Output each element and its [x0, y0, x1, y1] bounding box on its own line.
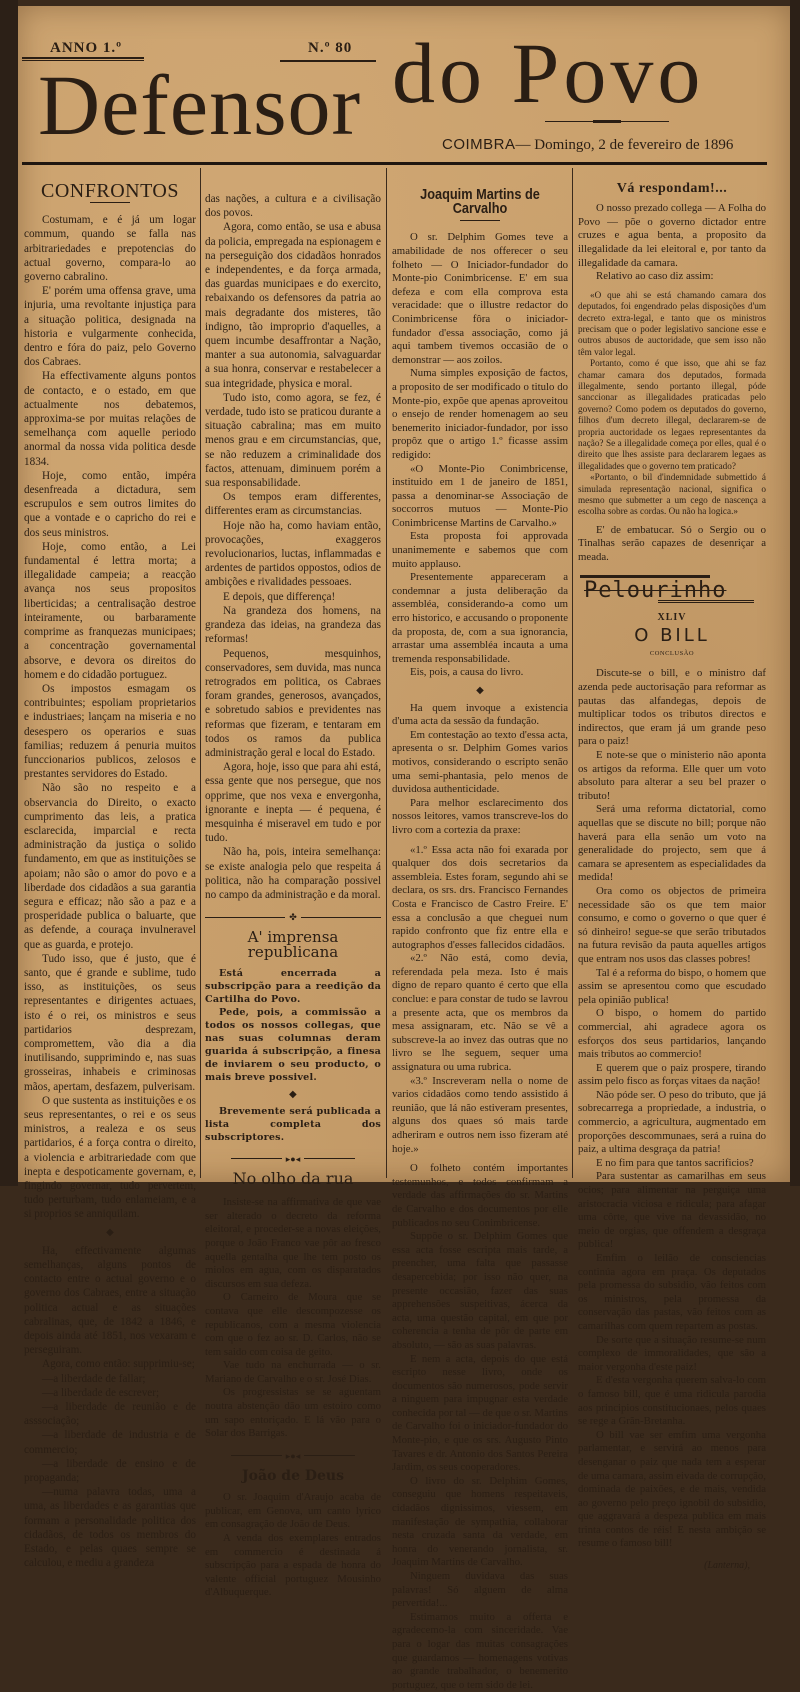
column-3 — [392, 170, 568, 1692]
title-do-povo: do Povo — [392, 25, 705, 121]
paragraph: O sr. Joaquim d'Araujo acaba de publicar, em Genova, um canto lyrico em consagração de João de Deus. — [205, 1491, 381, 1531]
quote: «2.º Não está, como devia, referendada pela meza. Isto é mais digno de reparo quanto é certo que ella conclue: e para constar de tudo se lavrou a presente acta, que os membros da mesa assignaram, etc. Não se vê a subscreve-la ao invez das outras que no livro se lhe seguem, sequer uma assignatura ou uma rubrica. — [392, 952, 568, 1074]
paragraph: Pequenos, mesquinhos, conservadores, sem duvida, mas nunca retrogrados em politica, os Cabraes foram grandes, generosos, avançados, e sobretudo sabios e previdentes nas reformas que fizeram, e tentaram em todos os ramos da publica administração geral e local do Estado. — [205, 647, 381, 759]
headline-imprensa: A' imprensa republicana — [247, 928, 339, 961]
fleuron-icon: ✤ — [289, 912, 297, 923]
series-number: XLIV — [657, 611, 687, 623]
paragraph: O Carneiro de Moura que se contava que elle descompozesse os republicanos, com a mesma violencia com que o fez ao sr. D. Carlos, não se tem saido com coisa de geito. — [205, 1291, 381, 1358]
column-2 — [205, 170, 381, 1600]
paragraph: E' de embatucar. Só o Sergio ou o Tinalhas serão capazes de desenriçar a meada. — [578, 523, 766, 564]
column-1 — [24, 170, 196, 1571]
paragraph: Hoje, como então, a Lei fundamental é lettra morta; a illegalidade campeia; a reacção avança nos seus propositos liberticidas; a centralisação destroe inteiramente, ou barbaramente comprime as franquezas municipaes; a concentração governamental absorve, e devora os direitos do homem e do cidadão portuguez. — [24, 540, 196, 681]
list-item: —a liberdade de ensino e de propaganda; — [24, 1457, 196, 1485]
headline-rule — [460, 220, 500, 221]
list-item: —a liberdade de reunião e de asssociação; — [24, 1401, 196, 1428]
headline-olho-da-rua: No olho da rua — [232, 1168, 354, 1188]
paragraph: E' porém uma offensa grave, uma injuria, uma revoltante injustiça para a situação politica, designada na historia e vulgarmente conhecida, dentro e fóra do paiz, pelo Governo dos Cabraes. — [24, 285, 196, 369]
paragraph: Agora, como então, se usa e abusa da policia, empregada na espionagem e na perseguição dos cidadãos honrados e independentes, e da força armada, das guardas municipaes e do exercito, rebaixando os defensores da patria ao mais degradante dos misteres, tão indigno, tão improprio d'aquelles, a quem incumbe desaffrontar a Nação, manter a sua autonomia, salvaguardar a sua honra, conservar e restabelecer a sua integridade, physica e moral. — [205, 221, 381, 390]
column-4 — [578, 170, 766, 1573]
fleuron-icon: ▸●◂ — [285, 1450, 301, 1461]
headline-va-respondam: Vá respondam!... — [616, 181, 728, 196]
date: — Domingo, 2 de fevereiro de 1896 — [515, 137, 734, 153]
headline-rule — [90, 202, 130, 203]
section-divider — [205, 910, 381, 924]
paragraph: Agora, hoje, isso que para ahi está, essa gente que nos persegue, que nos opprime, que nos vexa e envergonha, ignorante e inepta — é pequena, é mesquinha é miseravel em tudo e por tudo. — [205, 761, 381, 845]
paragraph: Insiste-se na affirmativa de que vae ser alterado o decreto da reforma eleitoral, e proceder-se a novas eleições, porque o João Franco vae pôr ao fresco aquella gentalha que lhe tem posto os miolos em agua, com os disparatados discursos em sua defeza. — [205, 1196, 381, 1290]
paragraph: E d'esta vergonha querem salva-lo com o famoso bill, que é uma ridicula parodia aos principios constitucionaes, pelos quaes se rege a Grãn-Bretanha. — [578, 1374, 766, 1428]
paragraph: Discute-se o bill, e o ministro daf azenda pede auctorisação para reformar as pautas das alfandegas, depois de multiplicar todos os tributos directos e indirectos, que eram já um grande peso para o paiz! — [578, 667, 766, 748]
paragraph: E querem que o paiz prospere, tirando assim pelo fisco as forças vitaes da nação! — [578, 1061, 766, 1088]
paragraph: Relativo ao caso diz assim: — [596, 270, 714, 283]
paragraph: O nosso prezado collega — A Folha do Povo — põe o governo dictador entre cruzes e agua benta, a proposito da illegalidade da lei eleitoral e, por tanto da illegalidade da camara. — [578, 202, 766, 269]
quote: «3.º Inscreveram nella o nome de varios cidadãos como tendo assistido á reunião, que lá não estiveram presentes, alguns dos quaes só mais tarde adheriram e outros nem isso fizeram até hoje.» — [392, 1074, 568, 1155]
quote: «O Monte-Pio Conimbricense, instituido em 1 de janeiro de 1851, passa a denominar-se Associação de soccorros mutuos — Monte-Pio Conimbricense Martins de Carvalho.» — [392, 462, 568, 529]
ornament-icon: ◆ — [476, 685, 484, 696]
paragraph: Eis, pois, a causa do livro. — [410, 666, 524, 679]
page-edge-right — [790, 0, 800, 1186]
article-o-bill — [578, 667, 766, 1551]
year-label: ANNO 1.º — [50, 40, 123, 56]
paragraph: E no fim para que tantos sacrificios? — [596, 1156, 754, 1169]
paragraph: E nem a acta, depois do que está escripto nesse livro, onde os documentos são numerosos, pode servir a ninguem para impugnar esta verdade conhecida por tal — de que o sr. Martins de Carvalho foi o iniciador-fundador do Monte-pio, e que os srs. Augusto Pinto Tavares e dr. Antonio dos Santos Pereira Jardim, os seus cooperadores. — [392, 1352, 569, 1474]
paragraph: Estimamos muito a offerta e agradecemo-la com sinceridade. Vae para o logar das muitas consagrações que guardamos — homenagens votivas ao grande trabalhador, o benemerito portuguez, que o tem sido de lei. — [392, 1610, 568, 1691]
paragraph: O folheto contém importantes testemunhos, e todos confirmam a verdade das affirmações do sr. Martins de Carvalho e dos documentos por elle publicados no seu Conimbricense. — [392, 1162, 568, 1229]
paragraph: Ora como os objectos de primeira necessidade são os que tem maior consumo, e como o governo o que quer é só dinheiro! segue-se que serão tributados na futura revisão da pauta aquelles artigos que entram nos usos das classes pobres! — [578, 884, 766, 965]
paragraph: O bispo, o homem do partido commercial, ahi agradece agora os esforços dos seus partidarios, lançando mais tributos ao commercio! — [578, 1007, 766, 1061]
paragraph: Tal é a reforma do bispo, o homem que assim se apresentou como que escudado pela opinião publica! — [578, 966, 766, 1006]
ornament-icon: ◆ — [289, 1088, 297, 1100]
paragraph: Hoje não ha, como haviam então, provocações, exaggeros revolucionarios, luctas, inflammadas e ardentes de partidos oppostos, odios de ambições e rivalidades pessoaes. — [205, 519, 381, 589]
paragraph: Não póde ser. O peso do tributo, que já sobrecarrega a propriedade, a industria, o commercio, a agricultura, augmentado em proporções descommunaes, será a ruina do paiz, a ultima desgraça da patria! — [578, 1088, 766, 1156]
paragraph: Emfim o leilão de consciencias continúa agora em praça. Os deputados pela promessa do subsidio, vão feitos com os ministros, pela promessa da conservação das pastas, vão feitos com as camarilhas com quem repartem as postas. — [578, 1252, 766, 1332]
headline-o-bill: O BILL — [634, 625, 710, 647]
signature: (Lanterna), — [704, 1560, 750, 1572]
column-rule — [200, 168, 201, 1178]
list-item: —a liberdade de fallar; — [42, 1372, 146, 1385]
paragraph: Para sustentar as camarilhas em seus ocios; para alimentar na perguiça uma aristocracia viciosa e ridicula; para afagar uma côrte, que vive na devassidão, no meio de orgias, que offendem a desgraça publica! — [578, 1170, 766, 1251]
quote-block — [578, 290, 766, 518]
article-joao-de-deus — [205, 1491, 381, 1600]
column-rule — [386, 168, 387, 1178]
paragraph: A venda dos exemplares entrados em commercio é destinada á subscripção para a espada de honra do valente official portuguez Mousinho d'Albuquerque. — [205, 1532, 381, 1599]
paragraph: Ninguem duvidava das suas palavras! Só alguem de alma pervertida!... — [392, 1570, 568, 1610]
paragraph: Tudo isto, como agora, se fez, é verdade, tudo isto se praticou durante a situação cabralina; mas em muito menos grau e em circumstancias, que, se não reduzem a criminalidade dos factos, attenuam, diminuem porém a sua responsabilidade. — [205, 391, 381, 490]
paragraph: Para melhor esclarecimento dos nossos leitores, vamos transcreve-los do livro com a cortezia da praxe: — [392, 796, 568, 836]
section-divider — [205, 1152, 381, 1166]
paragraph: Costumam, e é já um logar commum, quando se falla nas arbitrariedades e prepotencias do actual governo, compara-lo ao governo cabralino. — [24, 214, 196, 284]
paragraph: E depois, que differença! — [223, 590, 336, 603]
paragraph: Os progressistas se se aguentam noutra abstenção dão um estoiro como um sapo entoriçado. E lá vão para o Solar dos Barrigas. — [205, 1386, 381, 1440]
ornament-icon: ◆ — [106, 1226, 114, 1238]
paragraph: Em contestação ao texto d'essa acta, apresenta o sr. Delphim Gomes varios motivos, considerando o escripto senão uma semi-phantasia, pelo menos de duvidosa authenticidade. — [392, 728, 568, 796]
paragraph: De sorte que a situação resume-se num complexo de immoralidades, que são a maior vergonha d'este paiz! — [578, 1333, 766, 1373]
dateline — [442, 136, 733, 154]
page-edge-left — [0, 0, 18, 1186]
paragraph: Brevemente será publicada a lista completa dos subscriptores. — [205, 1105, 381, 1143]
kicker-conclusao: CONCLUSÃO — [649, 650, 695, 658]
title-defensor: Defensor — [38, 57, 362, 153]
quote: «1.º Essa acta não foi exarada por qualquer dos dois secretarios da assembleia. Estes foram, segundo ahi se declara, os srs. drs. Francisco Fernandes Costa e Francisco de Castro Freire. E' essa a conclusão a que cheguei num rapido confronto que fiz entre ella e autographos d'esses fallecidos cidadãos. — [392, 843, 568, 951]
article-confrontos — [24, 213, 196, 1570]
paragraph: Agora, como então: supprimiu-se; — [42, 1358, 195, 1371]
column-rule — [572, 168, 573, 1178]
issue-number: N.º 80 — [308, 40, 353, 56]
headline-joaquim-martins: Joaquim Martins de Carvalho — [420, 186, 540, 218]
paragraph: Numa simples exposição de factos, a proposito de ser modificado o titulo do Monte-pio, expõe que apenas aproveitou o ensejo de render homenagem ao seu benemerito iniciador-fundador, por isso propôz que o artigo 1.º ficasse assim redigido: — [392, 367, 568, 461]
paragraph: Os impostos esmagam os contribuintes; espoliam proprietarios e industriaes; lançam na miseria e no desespero os operarios e suas familias; reduzem á penuria muitos funccionarios publicos, zelosos e prestantes servidores do Estado. — [24, 682, 196, 781]
paragraph: Pede, pois, a commissão a todos os nossos collegas, que nas suas columnas deram guarida á subscripção, a finesa de inviarem o seu producto, o mais breve possivel. — [205, 1006, 381, 1083]
paragraph: Os tempos eram differentes, differentes eram as circumstancias. — [205, 491, 381, 518]
paragraph: Suppõe o sr. Delphim Gomes que essa acta fosse escripta mais tarde, a preencher, uma falta que passasse desapercebida; por isso não quer, na presente occasião, fazer das suas apprehensões suspeitivas, ácerca da acta, uma questão capital, em que por coherencia a tenha de pôr de parte em absoluto, — são as suas palavras. — [392, 1230, 568, 1351]
quote: «Portanto, o bil d'indemnidade submettido á simulada representação nacional, significa o mesmo que submetter a um cego de nascença a escolha sobre as cordas. Ou não ha logica.» — [578, 472, 766, 517]
paragraph: O que sustenta as instituições e os seus representantes, o rei e os seus ministros, a realeza e os seus partidarios, é a força contra o direito, a violencia e arbitrariedade com que inepta e despoticamente governam, e, fingindo governar, tudo pervertem, tudo perturbam, tudo enlameiam, e a si proprios se anniquilam. — [24, 1094, 196, 1221]
article-olho-da-rua — [205, 1196, 381, 1441]
paragraph: Será uma reforma dictatorial, como aquellas que se discute no bill; porque não haverá para ella senão um voto na generalidade do projecto, sem que á camara se apresentem as especialidades da medida! — [578, 803, 766, 884]
city: COIMBRA — [442, 136, 516, 153]
list-item: —a liberdade de escrever; — [42, 1386, 160, 1399]
paragraph: O bill vae ser emfim uma vergonha parlamentar, e servirá ao menos para desenganar o paiz que nada tem a esperar de uma camara, assim eivada de corrupção, dominada de paixões, e de mais, vendida ao governo pelo preço ignobil do subsidio, que aggravará a despeza publica em mais trinta contos de réis! E nesta ambição se resume o famoso bill! — [578, 1428, 766, 1550]
paragraph: O sr. Delphim Gomes teve a amabilidade de nos offerecer o seu folheto — O Iniciador-fundador do Monte-pio Conimbricense. E' em sua defeza e com ella comprova esta veracidade: que o illustre redactor do Conimbricense fôra o iniciador-fundador d'essa associação, como já aqui tambem tivemos occasião de o demonstrar — aos zoilos. — [392, 231, 568, 366]
paragraph: Vae tudo na enchurrada — o sr. Mariano de Carvalho e o sr. José Dias. — [205, 1359, 381, 1385]
paragraph: Esta proposta foi approvada unanimemente e sabemos que com muito applauso. — [392, 530, 568, 570]
notice-imprensa — [205, 967, 381, 1144]
section-pelourinho: Pelourinho — [584, 577, 727, 603]
masthead-divider — [22, 162, 767, 165]
list-item: —numa palavra todas, uma a uma, as liberdades e as garantias que formam a personalidade politica dos cidadãos, de todos os membros do Estado, e pelas quaes sempre se calculou, e mediu a grandeza — [24, 1486, 196, 1570]
quote: «O que ahi se está chamando camara dos deputados, foi engendrado pelas disposições d'um decreto extra-legal, e tanto que os ministros precisam que o poder legislativo sancione esse e outros abusos de auctoridade, que sem isso não têm valor legal. — [578, 289, 766, 357]
paragraph: Ha quem invoque a existencia d'uma acta da sessão da fundação. — [392, 701, 568, 728]
fleuron-icon: ▸●◂ — [285, 1153, 301, 1164]
headline-confrontos: CONFRONTOS — [41, 180, 179, 202]
article-joaquim-martins — [392, 231, 568, 1692]
paragraph: Não ha, pois, inteira semelhança: se existe analogia pelo que respeita á politica, não ha comparação possivel no campo da administração e da moral. — [205, 846, 381, 901]
paragraph: Ha, effectivamente algumas semelhanças, alguns pontos de contacto entre o actual governo e o governo dos Cabraes, entre a situação politica actual e as situações cabralinas, que, de 1842 a 1846, e depois ainda até 1851, nos vexaram e perseguiram. — [24, 1244, 196, 1357]
headline-joao-de-deus: João de Deus — [242, 1468, 344, 1485]
paragraph: Hoje, como então, impéra desenfreada a dictadura, sem escrupulos e sem outros limites do que a vontade e o capricho do rei e dos seus ministros. — [24, 469, 196, 539]
paragraph: Na grandeza dos homens, na grandeza das ideias, na grandeza das reformas! — [205, 604, 381, 646]
paragraph: Tudo isso, que é justo, que é santo, que é grande e sublime, tudo isso, as instituições, os seus representantes e dirigentes actuaes, isto é o rei, os ministros e seus partidarios desprezam, compromettem, vão dia a dia inutilisando, supprimindo e, nas suas grosseiras, inhabeis e criminosas mãos, apertam, desfazem, pulverisam. — [24, 952, 196, 1093]
paragraph: Presentemente appareceram a condemnar a justa deliberação da assembléa, considerando-a como um erro historico, e accusando o proponente da proposta, de, com a sua ignorancia, arrastar uma assembléa incauta a uma tremenda responsabilidade. — [392, 571, 568, 665]
paragraph: Não são no respeito e a observancia do Direito, o exacto cumprimento das leis, a pratica esclarecida, imparcial e recta administração da justiça o solido fundamento, em que as instituições se apoiam; não são o amor do povo e a liberdade dos cidadãos a sua garantia segura e efficaz; não são a paz e a prosperidade publica o baluarte, que as defende, a couraça invulneravel que as guarda, e protejo. — [24, 782, 196, 951]
paragraph: E note-se que o ministerio não aponta os artigos da reforma. Elle quer um voto absoluto para alterar a seu bel prazer o tributo! — [578, 749, 766, 802]
list-item: —a liberdade de industria e de commercio; — [24, 1429, 196, 1456]
paragraph: Está encerrada a subscripção para a reedição da Cartilha do Povo. — [205, 967, 381, 1005]
paragraph: O livro do sr. Delphim Gomes, conseguiu que homens respeitaveis, cidadãos dignissimos, viessem, em manifestação de sympathia, collaborar nesta cruzada santa da verdade, em honra do venerando jornalista, sr. Joaquim Martins de Carvalho. — [392, 1474, 568, 1569]
article-va-respondam — [578, 202, 766, 564]
paragraph: Ha effectivamente alguns pontos de contacto, e o estado, em que actualmente nos debatemos, approxima-se por muitas relações de semelhança com aquelle periodo anormal da nossa vida politica desde 1834. — [24, 370, 196, 468]
paragraph: das nações, a cultura e a civilisação dos povos. — [205, 193, 381, 220]
quote: Portanto, como é que isso, que ahi se faz chamar camara dos deputados, formada illegalmente, sendo portanto illegal, póde sanccionar as illegalidades praticadas pelo governo? Como podem os deputados do governo, filhos d'um decreto illegal, declararem-se de propria auctoridade os legaes representantes da nação? Se a illegalidade começa por elles, qual é o direito que lhes assiste para declararem legaes as illegalidades que o governo tem praticado? — [578, 358, 766, 471]
section-divider — [205, 1449, 381, 1463]
date-rule-center — [593, 120, 621, 123]
